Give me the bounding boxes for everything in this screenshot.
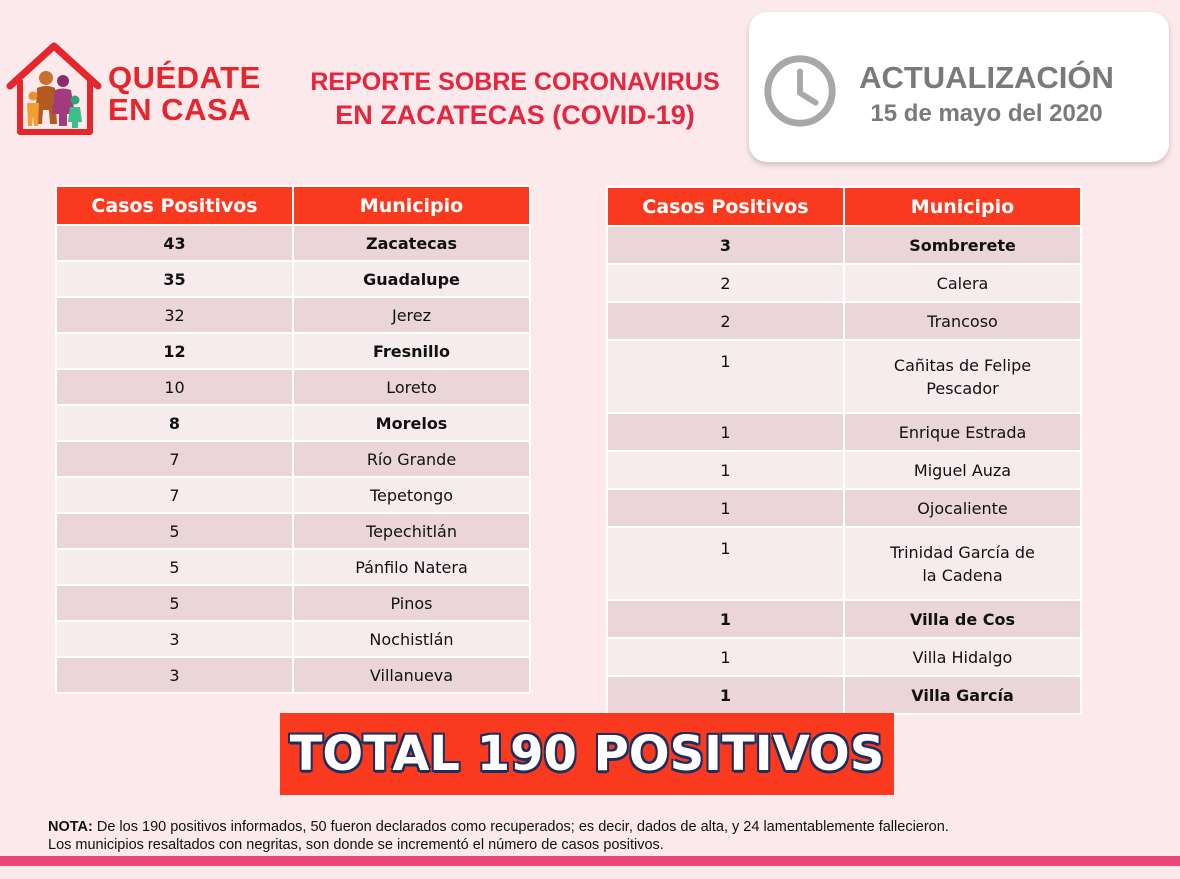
- municipality-cell: Enrique Estrada: [844, 413, 1081, 451]
- municipality-cell: Jerez: [293, 297, 530, 333]
- cases-cell: 7: [56, 441, 293, 477]
- cases-cell: 7: [56, 477, 293, 513]
- cases-cell: 2: [607, 302, 844, 340]
- cases-cell: 3: [56, 621, 293, 657]
- cases-cell: 1: [607, 600, 844, 638]
- municipality-cell: Pinos: [293, 585, 530, 621]
- table-row: [56, 513, 530, 549]
- table-row: [56, 261, 530, 297]
- municipality-cell: Morelos: [293, 405, 530, 441]
- table-header-row: [56, 186, 530, 225]
- table-row: [56, 405, 530, 441]
- municipality-cell: Miguel Auza: [844, 451, 1081, 489]
- bottom-bar: [0, 856, 1180, 866]
- table-row: [56, 585, 530, 621]
- cases-cell: 2: [607, 264, 844, 302]
- table-row: [607, 264, 1081, 302]
- logo-line-1: QUÉDATE: [108, 60, 261, 95]
- cases-cell: 5: [56, 549, 293, 585]
- cases-cell: 35: [56, 261, 293, 297]
- table-row: [607, 340, 1081, 413]
- cases-cell: 8: [56, 405, 293, 441]
- cases-table-left: [55, 185, 531, 694]
- cases-cell: 43: [56, 225, 293, 261]
- total-banner: TOTAL 190 POSITIVOS: [280, 713, 894, 795]
- cases-cell: 1: [607, 413, 844, 451]
- note-line-2: Los municipios resaltados con negritas, son donde se incrementó el número de casos positivos.: [48, 837, 664, 853]
- logo-line-2: EN CASA: [108, 92, 252, 127]
- column-header-municipality: Municipio: [844, 187, 1081, 226]
- column-header-cases: Casos Positivos: [56, 186, 293, 225]
- cases-cell: 1: [607, 676, 844, 714]
- table-row: [607, 600, 1081, 638]
- municipality-cell: Loreto: [293, 369, 530, 405]
- municipality-cell: Villanueva: [293, 657, 530, 693]
- cases-cell: 32: [56, 297, 293, 333]
- cases-cell: 12: [56, 333, 293, 369]
- note-label: NOTA:: [48, 819, 93, 835]
- cases-cell: 1: [607, 340, 844, 413]
- table-row: [56, 477, 530, 513]
- cases-cell: 5: [56, 585, 293, 621]
- cases-cell: 1: [607, 527, 844, 600]
- table-row: [607, 451, 1081, 489]
- update-box: [749, 12, 1169, 162]
- table-row: [607, 527, 1081, 600]
- table-row: [56, 657, 530, 693]
- municipality-cell: Nochistlán: [293, 621, 530, 657]
- report-title: [292, 66, 738, 132]
- municipality-cell: Trinidad García de la Cadena: [844, 527, 1081, 600]
- report-title-line-1: REPORTE SOBRE CORONAVIRUS: [310, 68, 720, 96]
- column-header-municipality: Municipio: [293, 186, 530, 225]
- municipality-cell: Río Grande: [293, 441, 530, 477]
- cases-cell: 10: [56, 369, 293, 405]
- municipality-cell: Trancoso: [844, 302, 1081, 340]
- municipality-cell: Villa de Cos: [844, 600, 1081, 638]
- house-family-icon: [4, 40, 104, 138]
- update-date: 15 de mayo del 2020: [870, 100, 1103, 127]
- municipality-cell: Tepetongo: [293, 477, 530, 513]
- table-row: [56, 333, 530, 369]
- municipality-cell: Villa Hidalgo: [844, 638, 1081, 676]
- municipality-cell: Guadalupe: [293, 261, 530, 297]
- report-title-line-2: EN ZACATECAS (COVID-19): [335, 100, 695, 130]
- table-row: [56, 297, 530, 333]
- cases-table-right: [606, 186, 1082, 715]
- table-row: [607, 638, 1081, 676]
- municipality-cell: Fresnillo: [293, 333, 530, 369]
- cases-cell: 1: [607, 638, 844, 676]
- table-row: [607, 413, 1081, 451]
- municipality-cell: Calera: [844, 264, 1081, 302]
- update-title: ACTUALIZACIÓN: [859, 60, 1114, 95]
- table-row: [56, 549, 530, 585]
- table-row: [607, 489, 1081, 527]
- municipality-cell: Villa García: [844, 676, 1081, 714]
- cases-cell: 3: [607, 226, 844, 264]
- table-header-row: [607, 187, 1081, 226]
- municipality-cell: Sombrerete: [844, 226, 1081, 264]
- note: [48, 818, 1158, 854]
- municipality-cell: Pánfilo Natera: [293, 549, 530, 585]
- table-row: [607, 302, 1081, 340]
- municipality-cell: Tepechitlán: [293, 513, 530, 549]
- logo-text: [108, 62, 261, 126]
- municipality-cell: Cañitas de Felipe Pescador: [844, 340, 1081, 413]
- municipality-cell: Zacatecas: [293, 225, 530, 261]
- cases-cell: 5: [56, 513, 293, 549]
- table-row: [56, 441, 530, 477]
- table-row: [56, 369, 530, 405]
- municipality-cell: Ojocaliente: [844, 489, 1081, 527]
- cases-cell: 1: [607, 489, 844, 527]
- clock-icon: [761, 52, 839, 130]
- cases-cell: 3: [56, 657, 293, 693]
- note-line-1: De los 190 positivos informados, 50 fueron declarados como recuperados; es decir, dados de alta, y 24 lamentablemente fallecieron.: [92, 819, 949, 835]
- table-row: [607, 226, 1081, 264]
- table-row: [607, 676, 1081, 714]
- table-row: [56, 621, 530, 657]
- table-row: [56, 225, 530, 261]
- cases-cell: 1: [607, 451, 844, 489]
- column-header-cases: Casos Positivos: [607, 187, 844, 226]
